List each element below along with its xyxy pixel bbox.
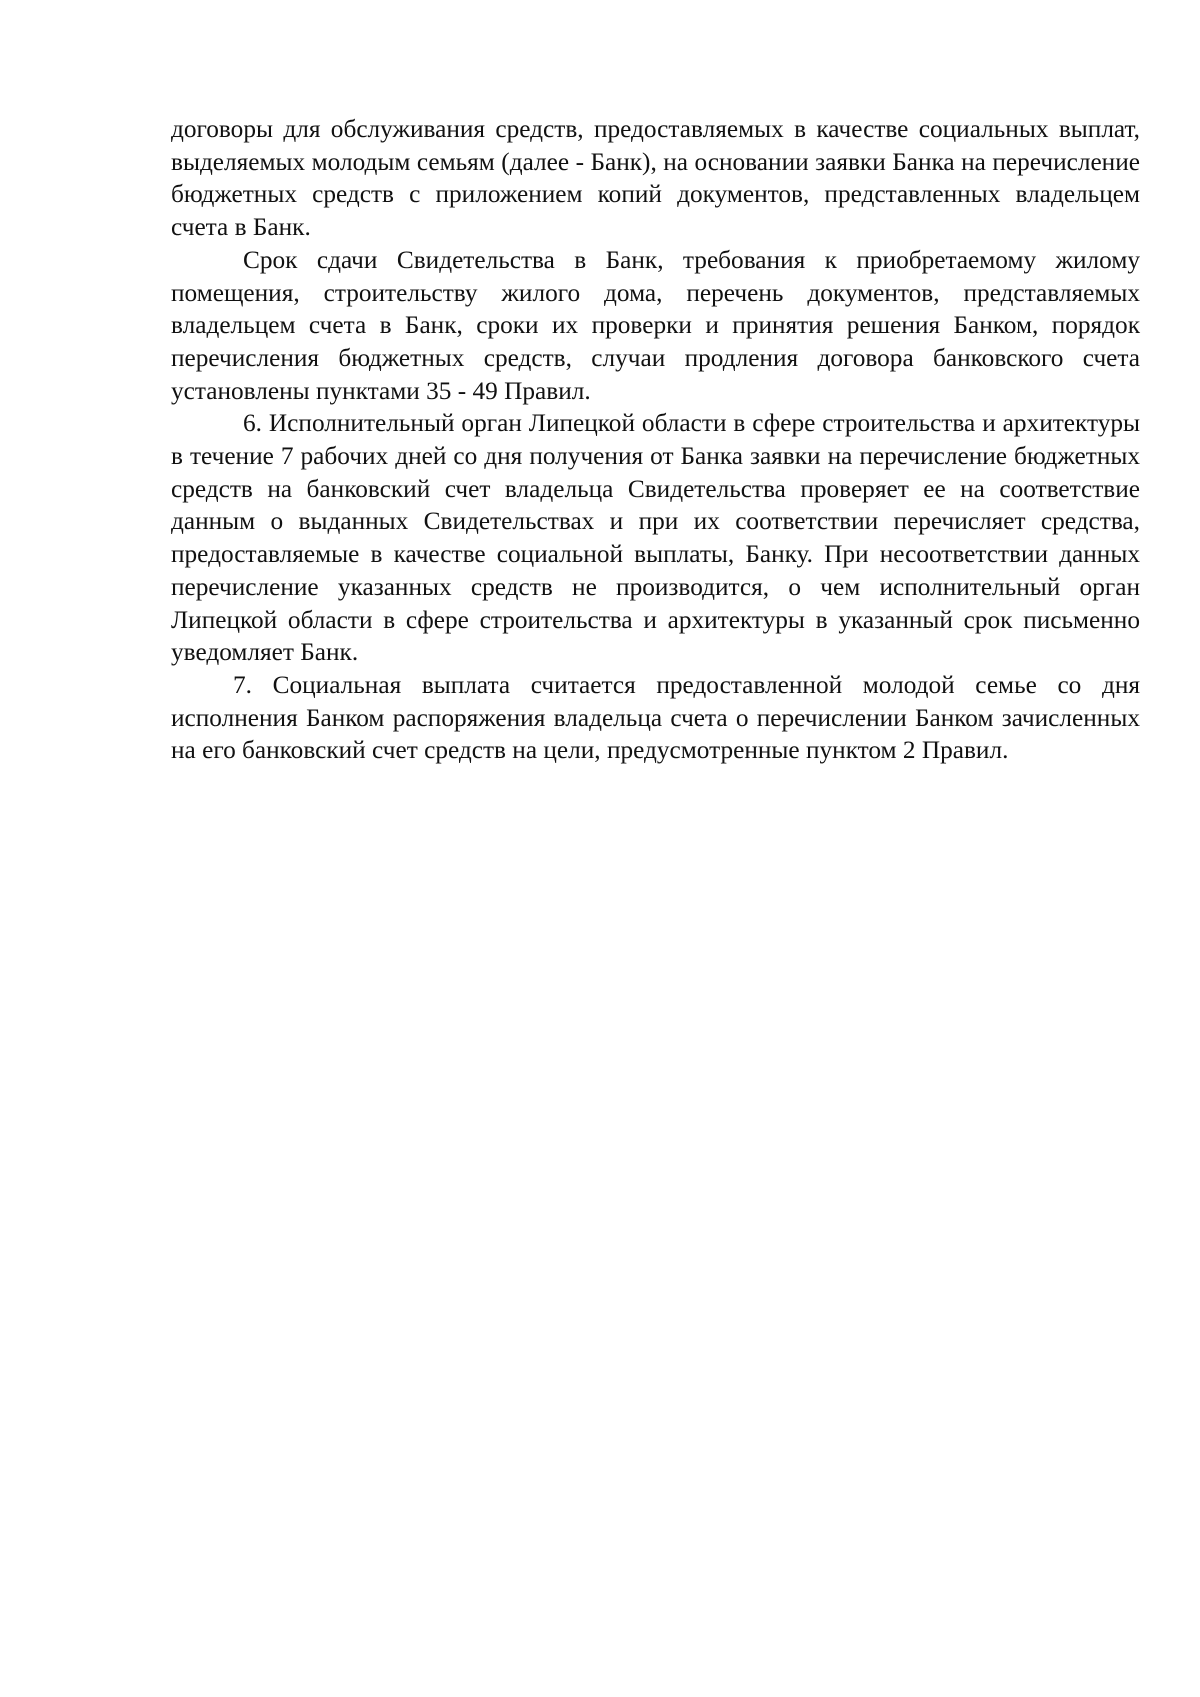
paragraph-bank-contracts: договоры для обслуживания средств, предоставляемых в качестве социальных выплат, выделяемых молодым семьям (далее - Банк), на основании заявки Банка на перечисление бюджетных средств с приложением копий документов, представленных владельцем счета в Банк.: [171, 115, 1140, 242]
paragraph-certificate-deadline: Срок сдачи Свидетельства в Банк, требования к приобретаемому жилому помещения, строительству жилого дома, перечень документов, представляемых владельцем счета в Банк, сроки их проверки и принятия решения Банком, порядок перечисления бюджетных средств, случаи продления договора банковского счета установлены пунктами 35 - 49 Правил.: [171, 245, 1140, 405]
document-body: [171, 113, 1140, 767]
paragraph-item-7: 7. Социальная выплата считается предоставленной молодой семье со дня исполнения Банком распоряжения владельца счета о перечислении Банком зачисленных на его банковский счет средств на цели, предусмотренные пунктом 2 Правил.: [171, 670, 1140, 765]
paragraph-item-6: 6. Исполнительный орган Липецкой области в сфере строительства и архитектуры в течение 7 рабочих дней со дня получения от Банка заявки на перечисление бюджетных средств на банковский счет владельца Свидетельства проверяет ее на соответствие данным о выданных Свидетельствах и при их соответствии перечисляет средства, предоставляемые в качестве социальной выплаты, Банку. При несоответствии данных перечисление указанных средств не производится, о чем исполнительный орган Липецкой области в сфере строительства и архитектуры в указанный срок письменно уведомляет Банк.: [171, 409, 1140, 667]
